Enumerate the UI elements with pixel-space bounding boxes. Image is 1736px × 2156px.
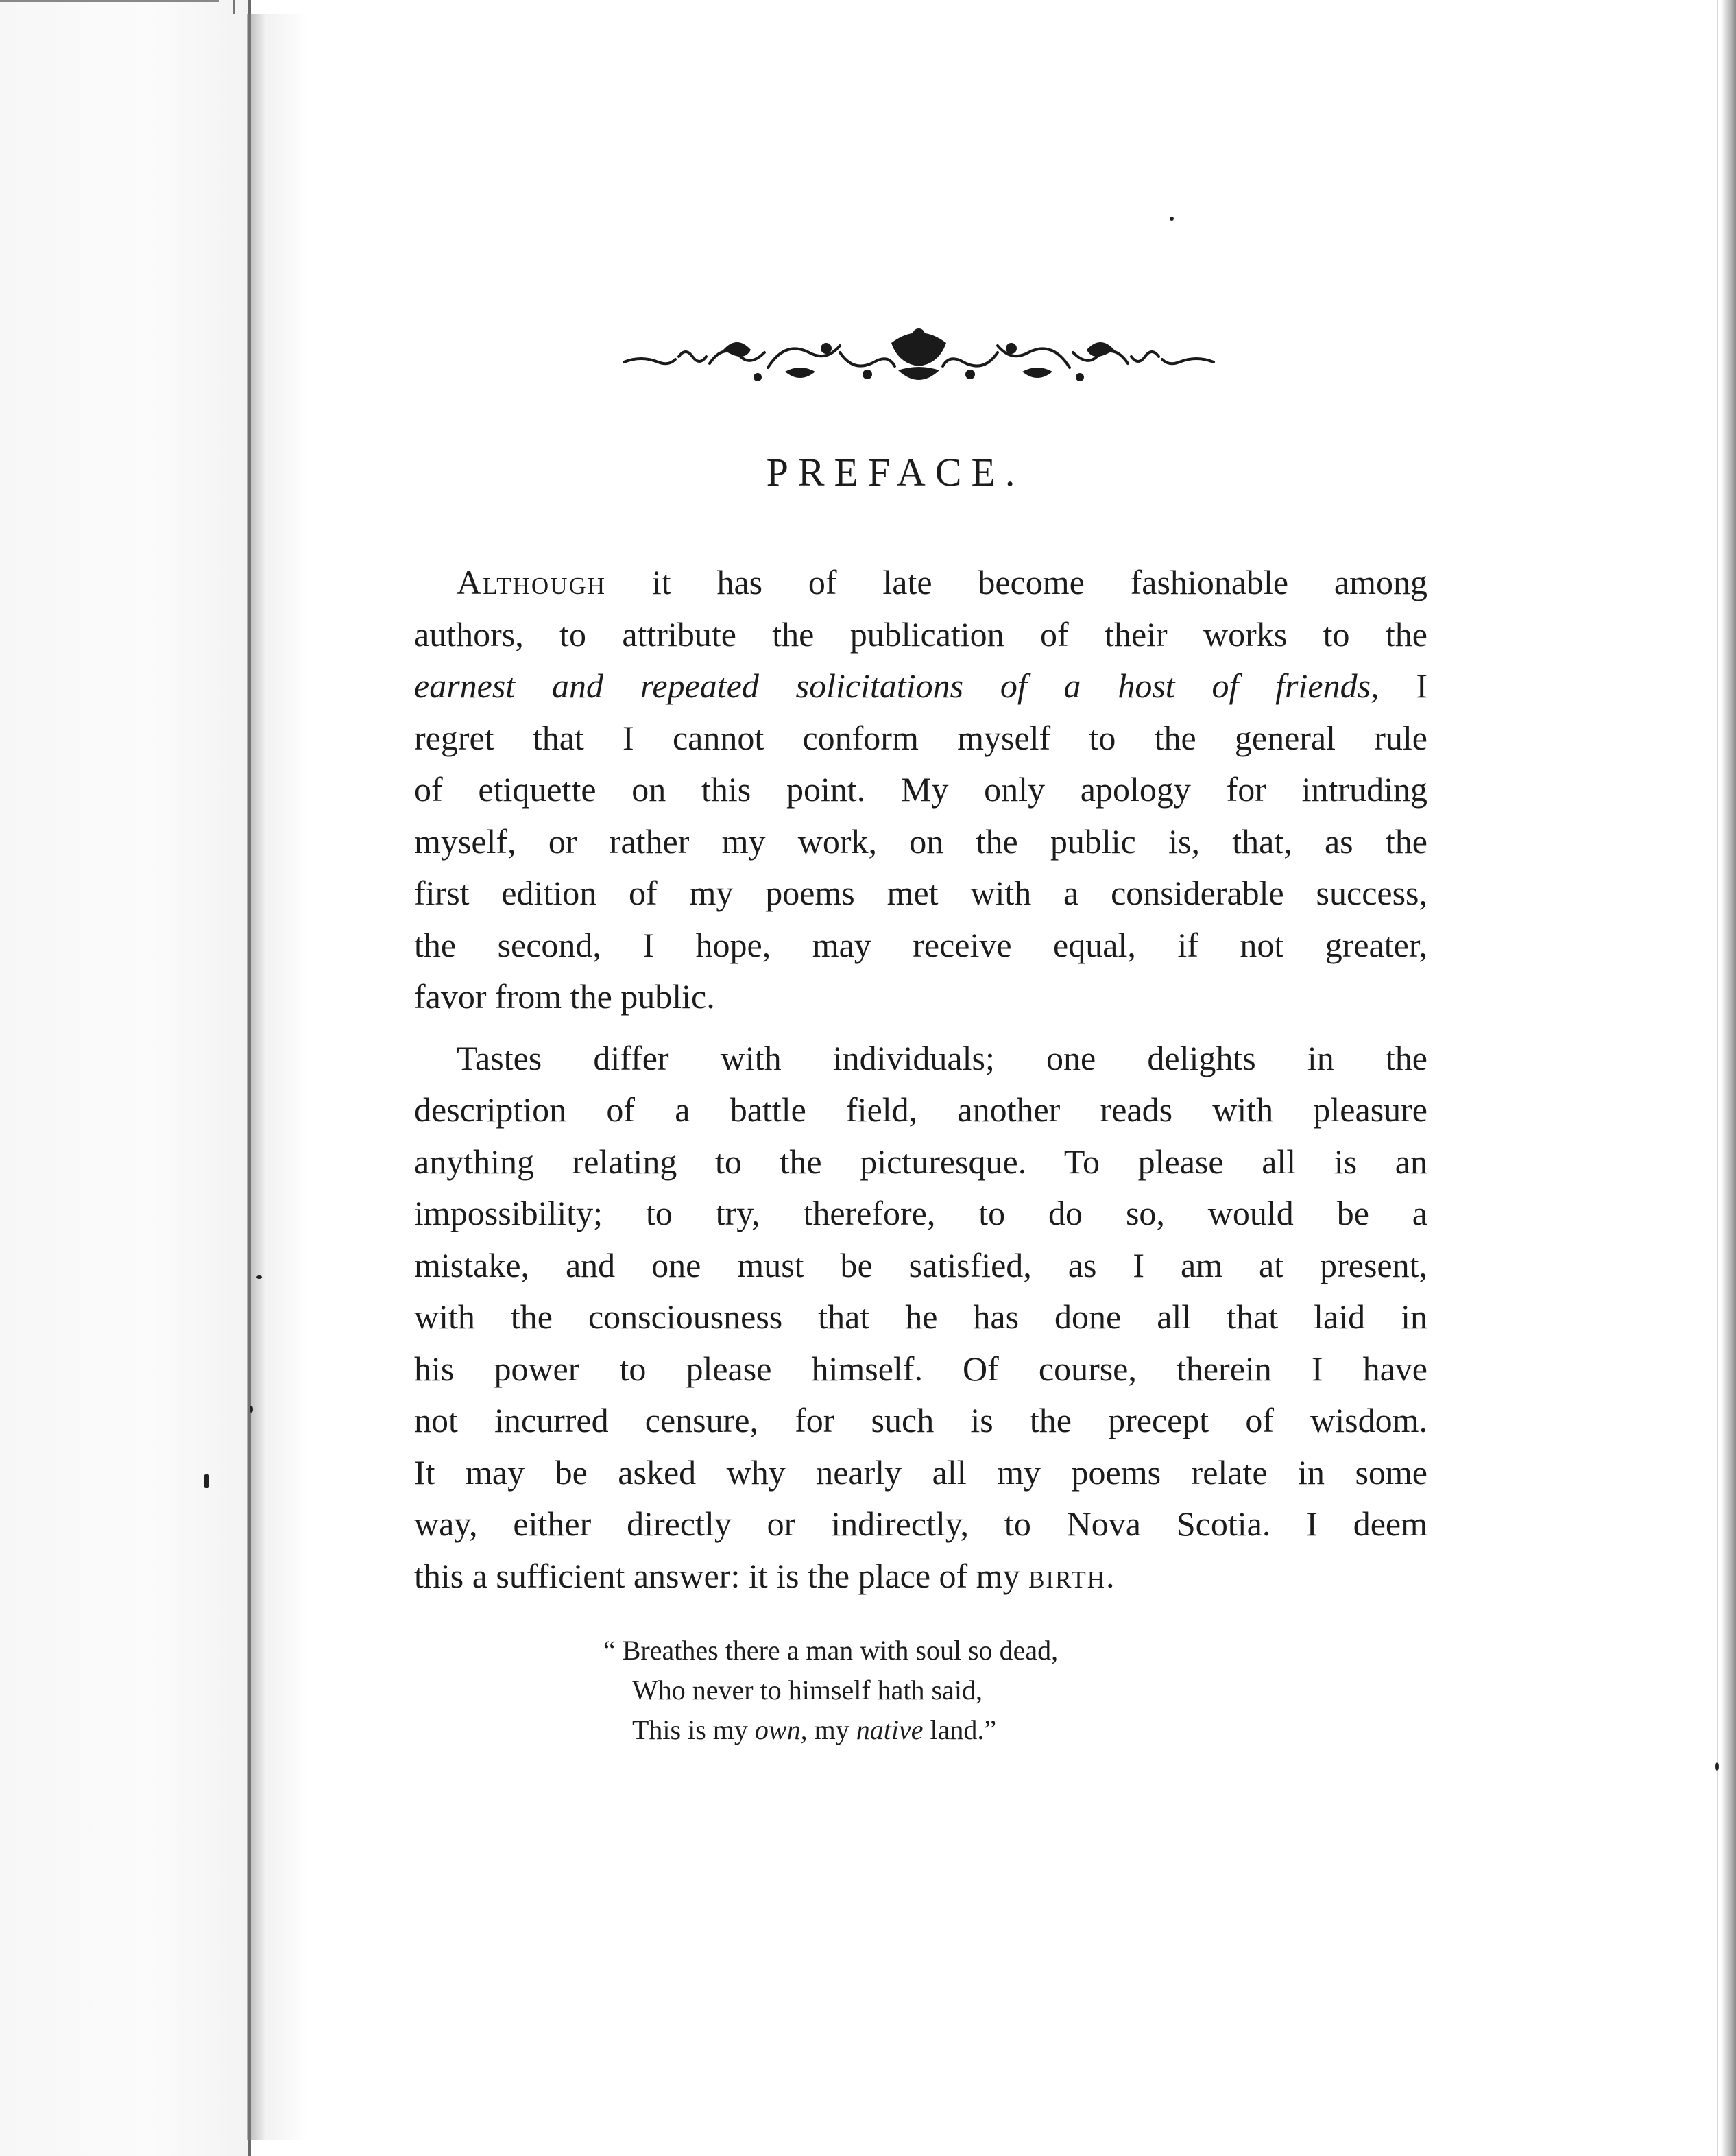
- verse-quote: [603, 1631, 1058, 1750]
- text-line: It may be asked why nearly all my poems relate in some: [414, 1452, 1427, 1492]
- text-line: authors, to attribute the publication of their works to the: [414, 614, 1427, 654]
- text-line: of etiquette on this point. My only apology for intruding: [414, 770, 1427, 809]
- opening-word: Although: [457, 563, 607, 601]
- italic-word: native: [856, 1714, 924, 1745]
- closing-word: birth: [1028, 1556, 1106, 1595]
- text-span: This is my: [632, 1714, 755, 1745]
- text-line: regret that I cannot conform myself to the general rule: [414, 718, 1427, 757]
- text-span: land.”: [923, 1714, 997, 1745]
- text-line: myself, or rather my work, on the public is, that, as the: [414, 822, 1427, 861]
- binding-shadow: [247, 14, 309, 2140]
- text-span: , my: [800, 1714, 856, 1745]
- left-page-edge: [0, 0, 251, 2156]
- top-edge-rule: [0, 0, 219, 9]
- italic-phrase: earnest and repeated solicitations of a host of friends,: [414, 667, 1379, 705]
- text-span: it has of late become fashionable among: [606, 563, 1427, 601]
- text-line: impossibility; to try, therefore, to do so, would be a: [414, 1194, 1427, 1232]
- preface-body: [414, 557, 1427, 1602]
- text-line: [414, 557, 1427, 609]
- speck: [256, 1275, 262, 1279]
- ornament-icon: [620, 322, 1217, 398]
- text-line: Tastes differ with individuals; one delights in the: [457, 1038, 1427, 1077]
- speck: [204, 1474, 209, 1488]
- text-line: the second, I hope, may receive equal, if not greater,: [414, 925, 1427, 964]
- text-line: description of a battle field, another reads with pleasure: [414, 1090, 1427, 1129]
- page-title: PREFACE.: [766, 450, 1025, 494]
- text-line: [414, 1550, 1427, 1603]
- paragraph-2: [414, 1033, 1427, 1603]
- speck: [250, 1406, 253, 1413]
- speck: [1715, 1762, 1719, 1771]
- text-line: anything relating to the picturesque. To please all is an: [414, 1142, 1427, 1181]
- text-line: [414, 660, 1427, 712]
- text-line: his power to please himself. Of course, therein I have: [414, 1349, 1427, 1388]
- right-edge-line: [1717, 0, 1718, 2156]
- text-line: way, either directly or indirectly, to Nova Scotia. I deem: [414, 1505, 1427, 1543]
- text-line: mistake, and one must be satisfied, as I am at present,: [414, 1245, 1427, 1284]
- paragraph-1: [414, 557, 1427, 1023]
- quote-line: [603, 1710, 1058, 1750]
- text-span: this a sufficient answer: it is the place of my: [414, 1556, 1029, 1595]
- text-span: .: [1105, 1556, 1115, 1595]
- quote-line: Who never to himself hath said,: [632, 1675, 982, 1705]
- text-line: with the consciousness that he has done all that laid in: [414, 1297, 1427, 1336]
- right-page-edge: [1721, 0, 1736, 2156]
- corner-rule: [219, 0, 235, 14]
- text-line: favor from the public.: [414, 977, 715, 1016]
- text-span: I: [1379, 667, 1428, 705]
- italic-word: own: [754, 1714, 801, 1745]
- speck: [1170, 217, 1174, 221]
- text-line: not incurred censure, for such is the precept of wisdom.: [414, 1401, 1427, 1439]
- text-line: first edition of my poems met with a considerable success,: [414, 874, 1427, 912]
- quote-line: “ Breathes there a man with soul so dead,: [603, 1635, 1059, 1666]
